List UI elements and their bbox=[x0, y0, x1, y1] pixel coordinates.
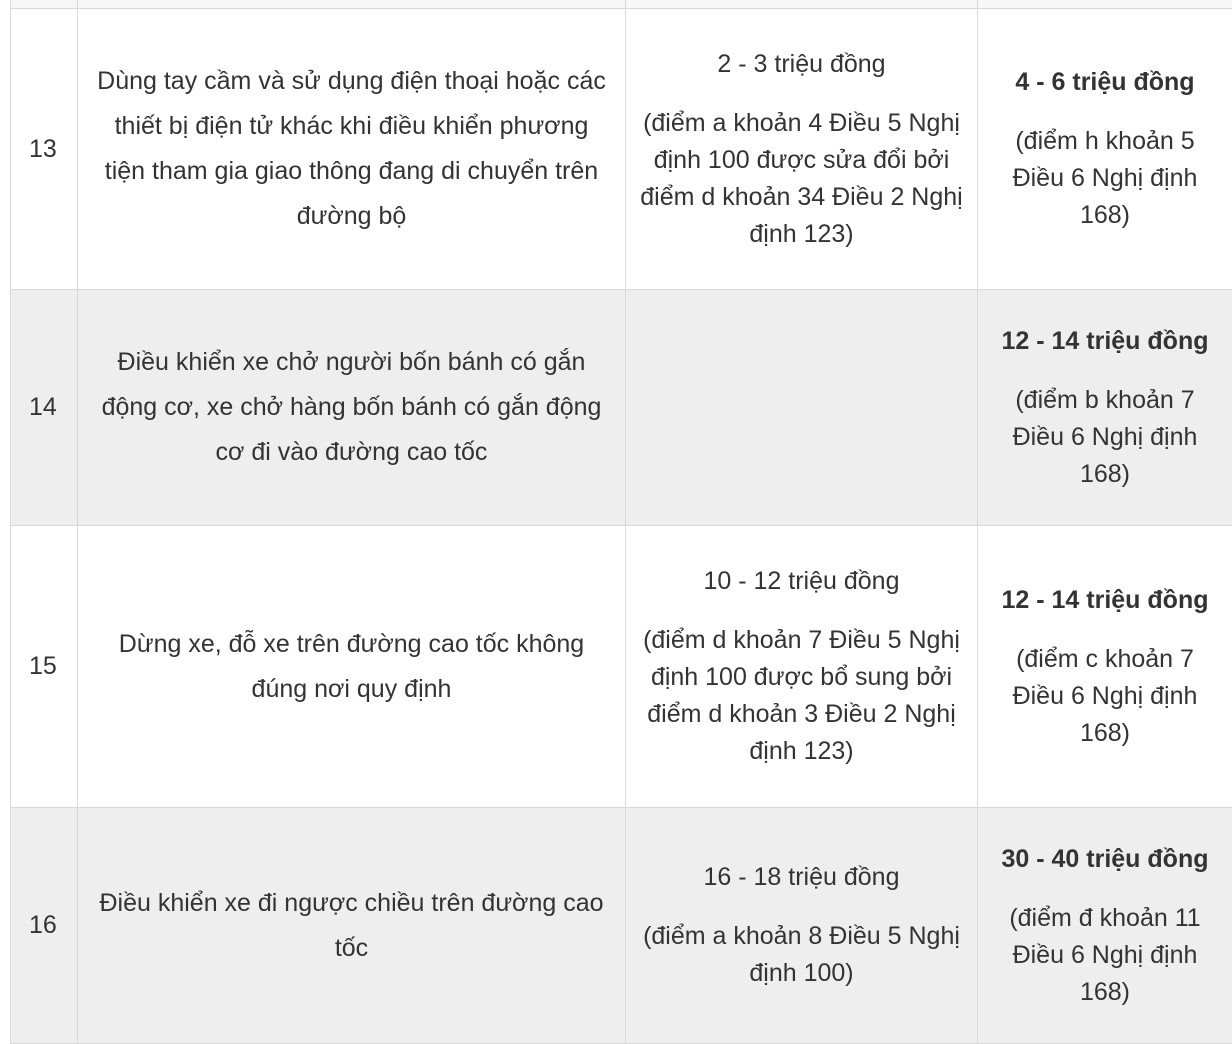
old-fine-reference: (điểm a khoản 4 Điều 5 Nghị định 100 được sửa đổi bởi điểm d khoản 34 Điều 2 Nghị định 123) bbox=[640, 108, 963, 248]
old-fine-cell-empty bbox=[626, 290, 978, 526]
row-number: 14 bbox=[11, 290, 78, 526]
table-row bbox=[11, 9, 1232, 290]
row-number: 16 bbox=[11, 808, 78, 1044]
old-fine-reference: (điểm d khoản 7 Điều 5 Nghị định 100 được bổ sung bởi điểm d khoản 3 Điều 2 Nghị định 123) bbox=[643, 626, 960, 765]
new-fine-amount: 12 - 14 triệu đồng bbox=[1001, 585, 1209, 614]
new-fine-cell bbox=[978, 526, 1232, 808]
table-cell bbox=[626, 0, 978, 9]
table-row bbox=[11, 526, 1232, 808]
table-cell bbox=[78, 0, 626, 9]
new-fine-amount: 12 - 14 triệu đồng bbox=[1001, 326, 1209, 355]
table-row bbox=[11, 290, 1232, 526]
table-row bbox=[11, 808, 1232, 1044]
table-cell bbox=[11, 0, 78, 9]
old-fine-cell bbox=[626, 808, 978, 1044]
violation-description: Dùng tay cầm và sử dụng điện thoại hoặc các thiết bị điện tử khác khi điều khiển phương tiện tham gia giao thông đang di chuyển trên đường bộ bbox=[78, 9, 626, 290]
table-row-partial bbox=[11, 0, 1232, 9]
violation-description: Dừng xe, đỗ xe trên đường cao tốc không đúng nơi quy định bbox=[78, 526, 626, 808]
violation-description: Điều khiển xe đi ngược chiều trên đường cao tốc bbox=[78, 808, 626, 1044]
new-fine-reference: (điểm h khoản 5 Điều 6 Nghị định 168) bbox=[1012, 127, 1198, 229]
old-fine-amount: 2 - 3 triệu đồng bbox=[717, 49, 886, 78]
fines-table-container bbox=[10, 0, 1232, 1044]
old-fine-amount: 16 - 18 triệu đồng bbox=[703, 863, 900, 891]
fines-table bbox=[10, 0, 1232, 1044]
row-number: 13 bbox=[11, 9, 78, 290]
old-fine-cell bbox=[626, 9, 978, 290]
violation-description: Điều khiển xe chở người bốn bánh có gắn động cơ, xe chở hàng bốn bánh có gắn động cơ đi vào đường cao tốc bbox=[78, 290, 626, 526]
row-number: 15 bbox=[11, 526, 78, 808]
new-fine-reference: (điểm b khoản 7 Điều 6 Nghị định 168) bbox=[1012, 385, 1198, 488]
new-fine-reference: (điểm c khoản 7 Điều 6 Nghị định 168) bbox=[1012, 644, 1198, 747]
table-cell bbox=[978, 0, 1232, 9]
new-fine-amount: 4 - 6 triệu đồng bbox=[1015, 68, 1195, 96]
new-fine-cell bbox=[978, 9, 1232, 290]
old-fine-cell bbox=[626, 526, 978, 808]
new-fine-amount: 30 - 40 triệu đồng bbox=[1001, 844, 1209, 873]
old-fine-reference: (điểm a khoản 8 Điều 5 Nghị định 100) bbox=[643, 922, 960, 987]
old-fine-amount: 10 - 12 triệu đồng bbox=[703, 567, 900, 595]
new-fine-cell bbox=[978, 808, 1232, 1044]
new-fine-reference: (điểm đ khoản 11 Điều 6 Nghị định 168) bbox=[1009, 903, 1201, 1006]
new-fine-cell bbox=[978, 290, 1232, 526]
